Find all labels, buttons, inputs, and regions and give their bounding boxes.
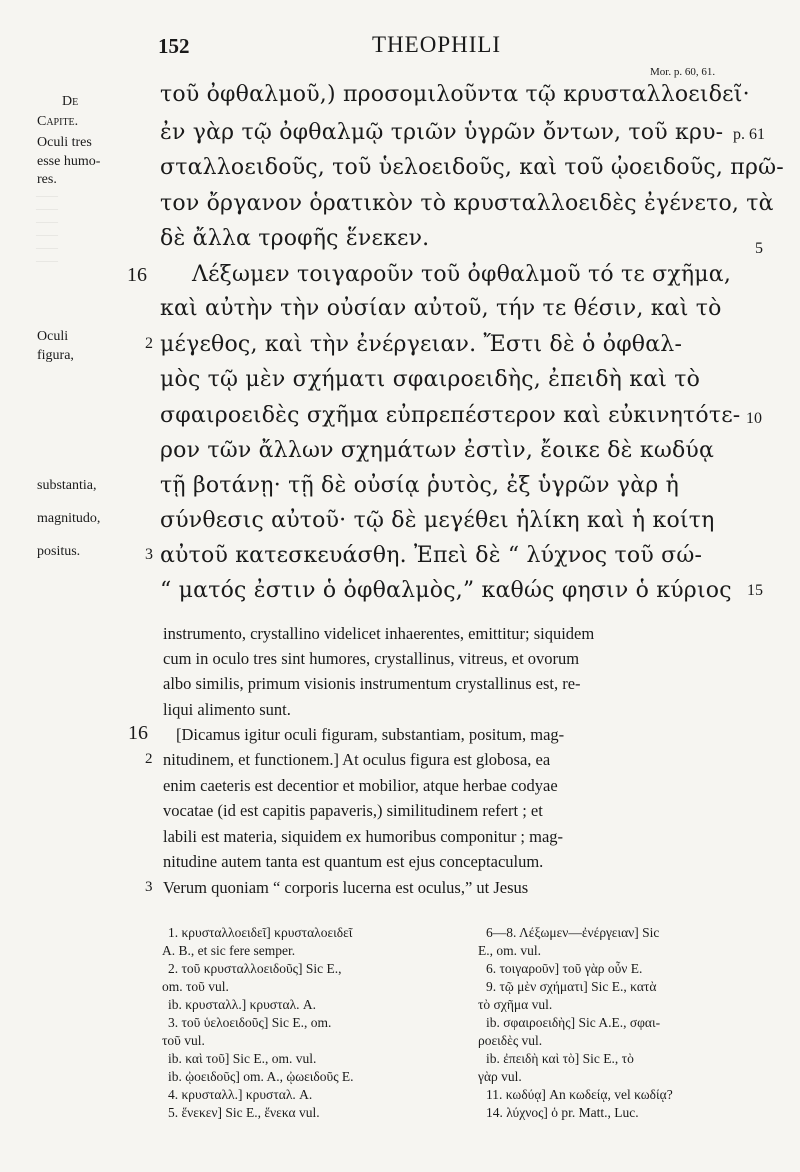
footnote-right: ροειδὲς vul. (478, 1033, 543, 1048)
page-number: 152 (158, 34, 190, 58)
greek-line: αὐτοῦ κατεσκευάσθη. Ἐπεὶ δὲ “ λύχνος τοῦ σώ- (160, 543, 703, 568)
margin-note-substantia: substantia, (37, 478, 97, 493)
greek-line: σταλλοειδοῦς, τοῦ ὑελοειδοῦς, καὶ τοῦ ᾠοειδοῦς, πρῶ- (160, 155, 784, 180)
footnote-right: τὸ σχῆμα vul. (478, 997, 553, 1012)
greek-subsection-number: 3 (145, 546, 153, 563)
page-marker-p61: p. 61 (733, 126, 765, 143)
latin-line: Verum quoniam “ corporis lucerna est oculus,” ut Jesus (163, 878, 529, 897)
footnote-left: A. B., et sic fere semper. (162, 943, 296, 958)
latin-line: instrumento, crystallino videlicet inhaerentes, emittitur; siquidem (163, 624, 595, 643)
latin-line: nitudine autem tanta est quantum est ejus conceptaculum. (163, 852, 544, 871)
footnote-right: 14. λύχνος] ὁ pr. Matt., Luc. (486, 1105, 639, 1120)
footnote-right: 11. κωδύᾳ] An κωδείᾳ, vel κωδίᾳ? (486, 1087, 673, 1102)
footnote-left: 5. ἕνεκεν] Sic E., ἕνεκα vul. (168, 1105, 320, 1120)
footnote-left: om. τοῦ vul. (162, 979, 229, 994)
footnote-left: ib. καὶ τοῦ] Sic E., om. vul. (168, 1051, 317, 1066)
margin-note-oculi-tres-3: res. (37, 172, 57, 187)
footnote-right: 6. τοιγαροῦν] τοῦ γὰρ οὖν E. (486, 961, 643, 976)
latin-line: [Dicamus igitur oculi figuram, substantiam, positum, mag- (176, 725, 565, 744)
greek-line: καὶ αὐτὴν τὴν οὐσίαν αὐτοῦ, τήν τε θέσιν, καὶ τὸ (160, 296, 722, 321)
greek-line: τῇ βοτάνῃ· τῇ δὲ οὐσίᾳ ῥυτὸς, ἐξ ὑγρῶν γὰρ ἡ (160, 473, 680, 498)
greek-subsection-number: 2 (145, 335, 153, 352)
margin-note-de: De (62, 94, 79, 109)
footnote-right: ib. ἐπειδὴ καὶ τὸ] Sic E., τὸ (486, 1051, 634, 1066)
footnote-left: ib. ᾠοειδοῦς] om. A., ᾠωειδοῦς E. (168, 1069, 354, 1084)
footnote-right: ib. σφαιροειδὴς] Sic A.E., σφαι- (486, 1015, 661, 1030)
latin-line: albo similis, primum visionis instrumentum crystallinus est, re- (163, 674, 581, 693)
greek-line: “ ματός ἐστιν ὁ ὀφθαλμὸς,” καθώς φησιν ὁ κύριος (160, 578, 732, 603)
latin-subsection-number: 3 (145, 879, 153, 895)
footnote-left: 2. τοῦ κρυσταλλοειδοῦς] Sic E., (168, 961, 342, 976)
line-number: 10 (746, 410, 762, 427)
greek-line: σφαιροειδὲς σχῆμα εὐπρεπέστερον καὶ εὐκινητότε- (160, 403, 741, 428)
greek-line: σύνθεσις αὐτοῦ· τῷ δὲ μεγέθει ἡλίκη καὶ ἡ κοίτη (160, 508, 715, 533)
greek-line: τοῦ ὀφθαλμοῦ,) προσομιλοῦντα τῷ κρυσταλλοειδεῖ· (160, 82, 750, 107)
greek-line: μέγεθος, καὶ τὴν ἐνέργειαν. Ἔστι δὲ ὁ ὀφθαλ- (160, 332, 683, 357)
latin-line: labili est materia, siquidem ex humoribus componitur ; mag- (163, 827, 564, 846)
margin-note-oculi-tres: Oculi tres (37, 135, 92, 150)
footnote-left: 3. τοῦ ὑελοειδοῦς] Sic E., om. (168, 1015, 332, 1030)
margin-note-oculi: Oculi (37, 329, 69, 344)
greek-section-number: 16 (127, 264, 147, 286)
margin-note-oculi-tres-2: esse humo- (37, 154, 101, 169)
greek-line: Λέξωμεν τοιγαροῦν τοῦ ὀφθαλμοῦ τό τε σχῆμα, (192, 262, 732, 287)
margin-note-figura: figura, (37, 348, 74, 363)
latin-line: nitudinem, et functionem.] At oculus figura est globosa, ea (163, 750, 551, 769)
latin-line: enim caeteris est decentior et mobilior, atque herbae codyae (163, 776, 558, 795)
greek-line: ρον τῶν ἄλλων σχημάτων ἐστὶν, ἔοικε δὲ κωδύᾳ (160, 438, 715, 463)
footnote-right: E., om. vul. (478, 943, 541, 958)
greek-line: μὸς τῷ μὲν σχήματι σφαιροειδὴς, ἐπειδὴ καὶ τὸ (160, 367, 701, 392)
latin-section-number: 16 (128, 722, 148, 744)
footnote-right: 9. τῷ μὲν σχήματι] Sic E., κατὰ (486, 979, 657, 994)
margin-note-capite: Capite. (37, 114, 79, 129)
footnote-left: 1. κρυσταλλοειδεῖ] κρυσταλοειδεῖ (168, 925, 353, 940)
latin-line: liqui alimento sunt. (163, 700, 291, 719)
footnote-right: γὰρ vul. (478, 1069, 522, 1084)
running-title: THEOPHILI (372, 32, 502, 57)
margin-note-magnitudo: magnitudo, (37, 511, 101, 526)
margin-note-positus: positus. (37, 544, 81, 559)
greek-line: τον ὄργανον ὁρατικὸν τὸ κρυσταλλοειδὲς ἐγένετο, τὰ (160, 191, 774, 216)
latin-line: cum in oculo tres sint humores, crystallinus, vitreus, et ovorum (163, 649, 580, 668)
footnote-left: ib. κρυσταλλ.] κρυσταλ. A. (168, 997, 317, 1012)
greek-line: ἐν γὰρ τῷ ὀφθαλμῷ τριῶν ὑγρῶν ὄντων, τοῦ κρυ- (160, 120, 724, 145)
greek-line: δὲ ἄλλα τροφῆς ἕνεκεν. (160, 226, 430, 251)
footnote-left: τοῦ vul. (162, 1033, 205, 1048)
page-reference: Mor. p. 60, 61. (650, 66, 716, 78)
line-number: 5 (755, 240, 763, 257)
line-number: 15 (747, 582, 763, 599)
footnote-right: 6—8. Λέξωμεν—ἐνέργειαν] Sic (486, 925, 660, 940)
bleed-through-text: —— —— —— —— —— —— (36, 190, 58, 267)
latin-line: vocatae (id est capitis papaveris,) similitudinem refert ; et (163, 801, 543, 820)
footnote-left: 4. κρυσταλλ.] κρυσταλ. A. (168, 1087, 313, 1102)
latin-subsection-number: 2 (145, 751, 153, 767)
